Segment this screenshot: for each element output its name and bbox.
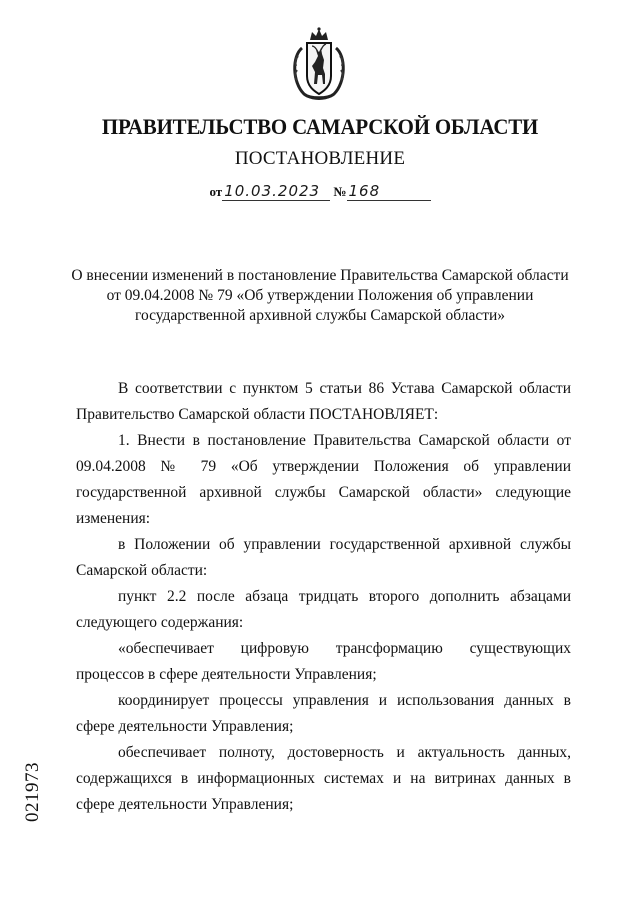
body-paragraph: В соответствии с пунктом 5 статьи 86 Устава Самарской области Правительство Самарской области ПОСТАНОВЛЯЕТ:	[76, 380, 571, 423]
body-paragraph: в Положении об управлении государственной архивной службы Самарской области:	[76, 536, 571, 579]
body-paragraph: 1. Внести в постановление Правительства Самарской области от 09.04.2008 № 79 «Об утверждении Положения об управлении государственной архивной службы Самарской области» следующие изменения:	[76, 432, 571, 527]
side-serial-number: 021973	[22, 762, 43, 822]
date-prefix: от	[209, 184, 223, 199]
number-prefix: №	[333, 184, 347, 199]
body-paragraph: координирует процессы управления и использования данных в сфере деятельности Управления;	[76, 692, 571, 735]
body-paragraph: обеспечивает полноту, достоверность и актуальность данных, содержащихся в информационных системах и на витринах данных в сфере деятельности Управления;	[76, 744, 571, 813]
body-paragraph: пункт 2.2 после абзаца тридцать второго дополнить абзацами следующего содержания:	[76, 588, 571, 631]
subject-line: государственной архивной службы Самарской области»	[134, 307, 506, 324]
date-value: 10.03.2023	[224, 182, 321, 200]
document-subject	[70, 266, 570, 326]
subject-line: О внесении изменений в постановление Правительства Самарской области	[71, 267, 569, 284]
subject-line: от 09.04.2008 № 79 «Об утверждении Положения об управлении	[106, 287, 534, 304]
document-body	[76, 376, 571, 818]
body-paragraph: «обеспечивает цифровую трансформацию существующих процессов в сфере деятельности Управления;	[76, 640, 571, 683]
document-type: ПОСТАНОВЛЕНИЕ	[234, 148, 406, 169]
number-value: 168	[348, 182, 381, 200]
samara-coat-of-arms-icon	[288, 26, 350, 102]
date-number-line	[0, 182, 640, 201]
government-title: ПРАВИТЕЛЬСТВО САМАРСКОЙ ОБЛАСТИ	[101, 114, 539, 139]
